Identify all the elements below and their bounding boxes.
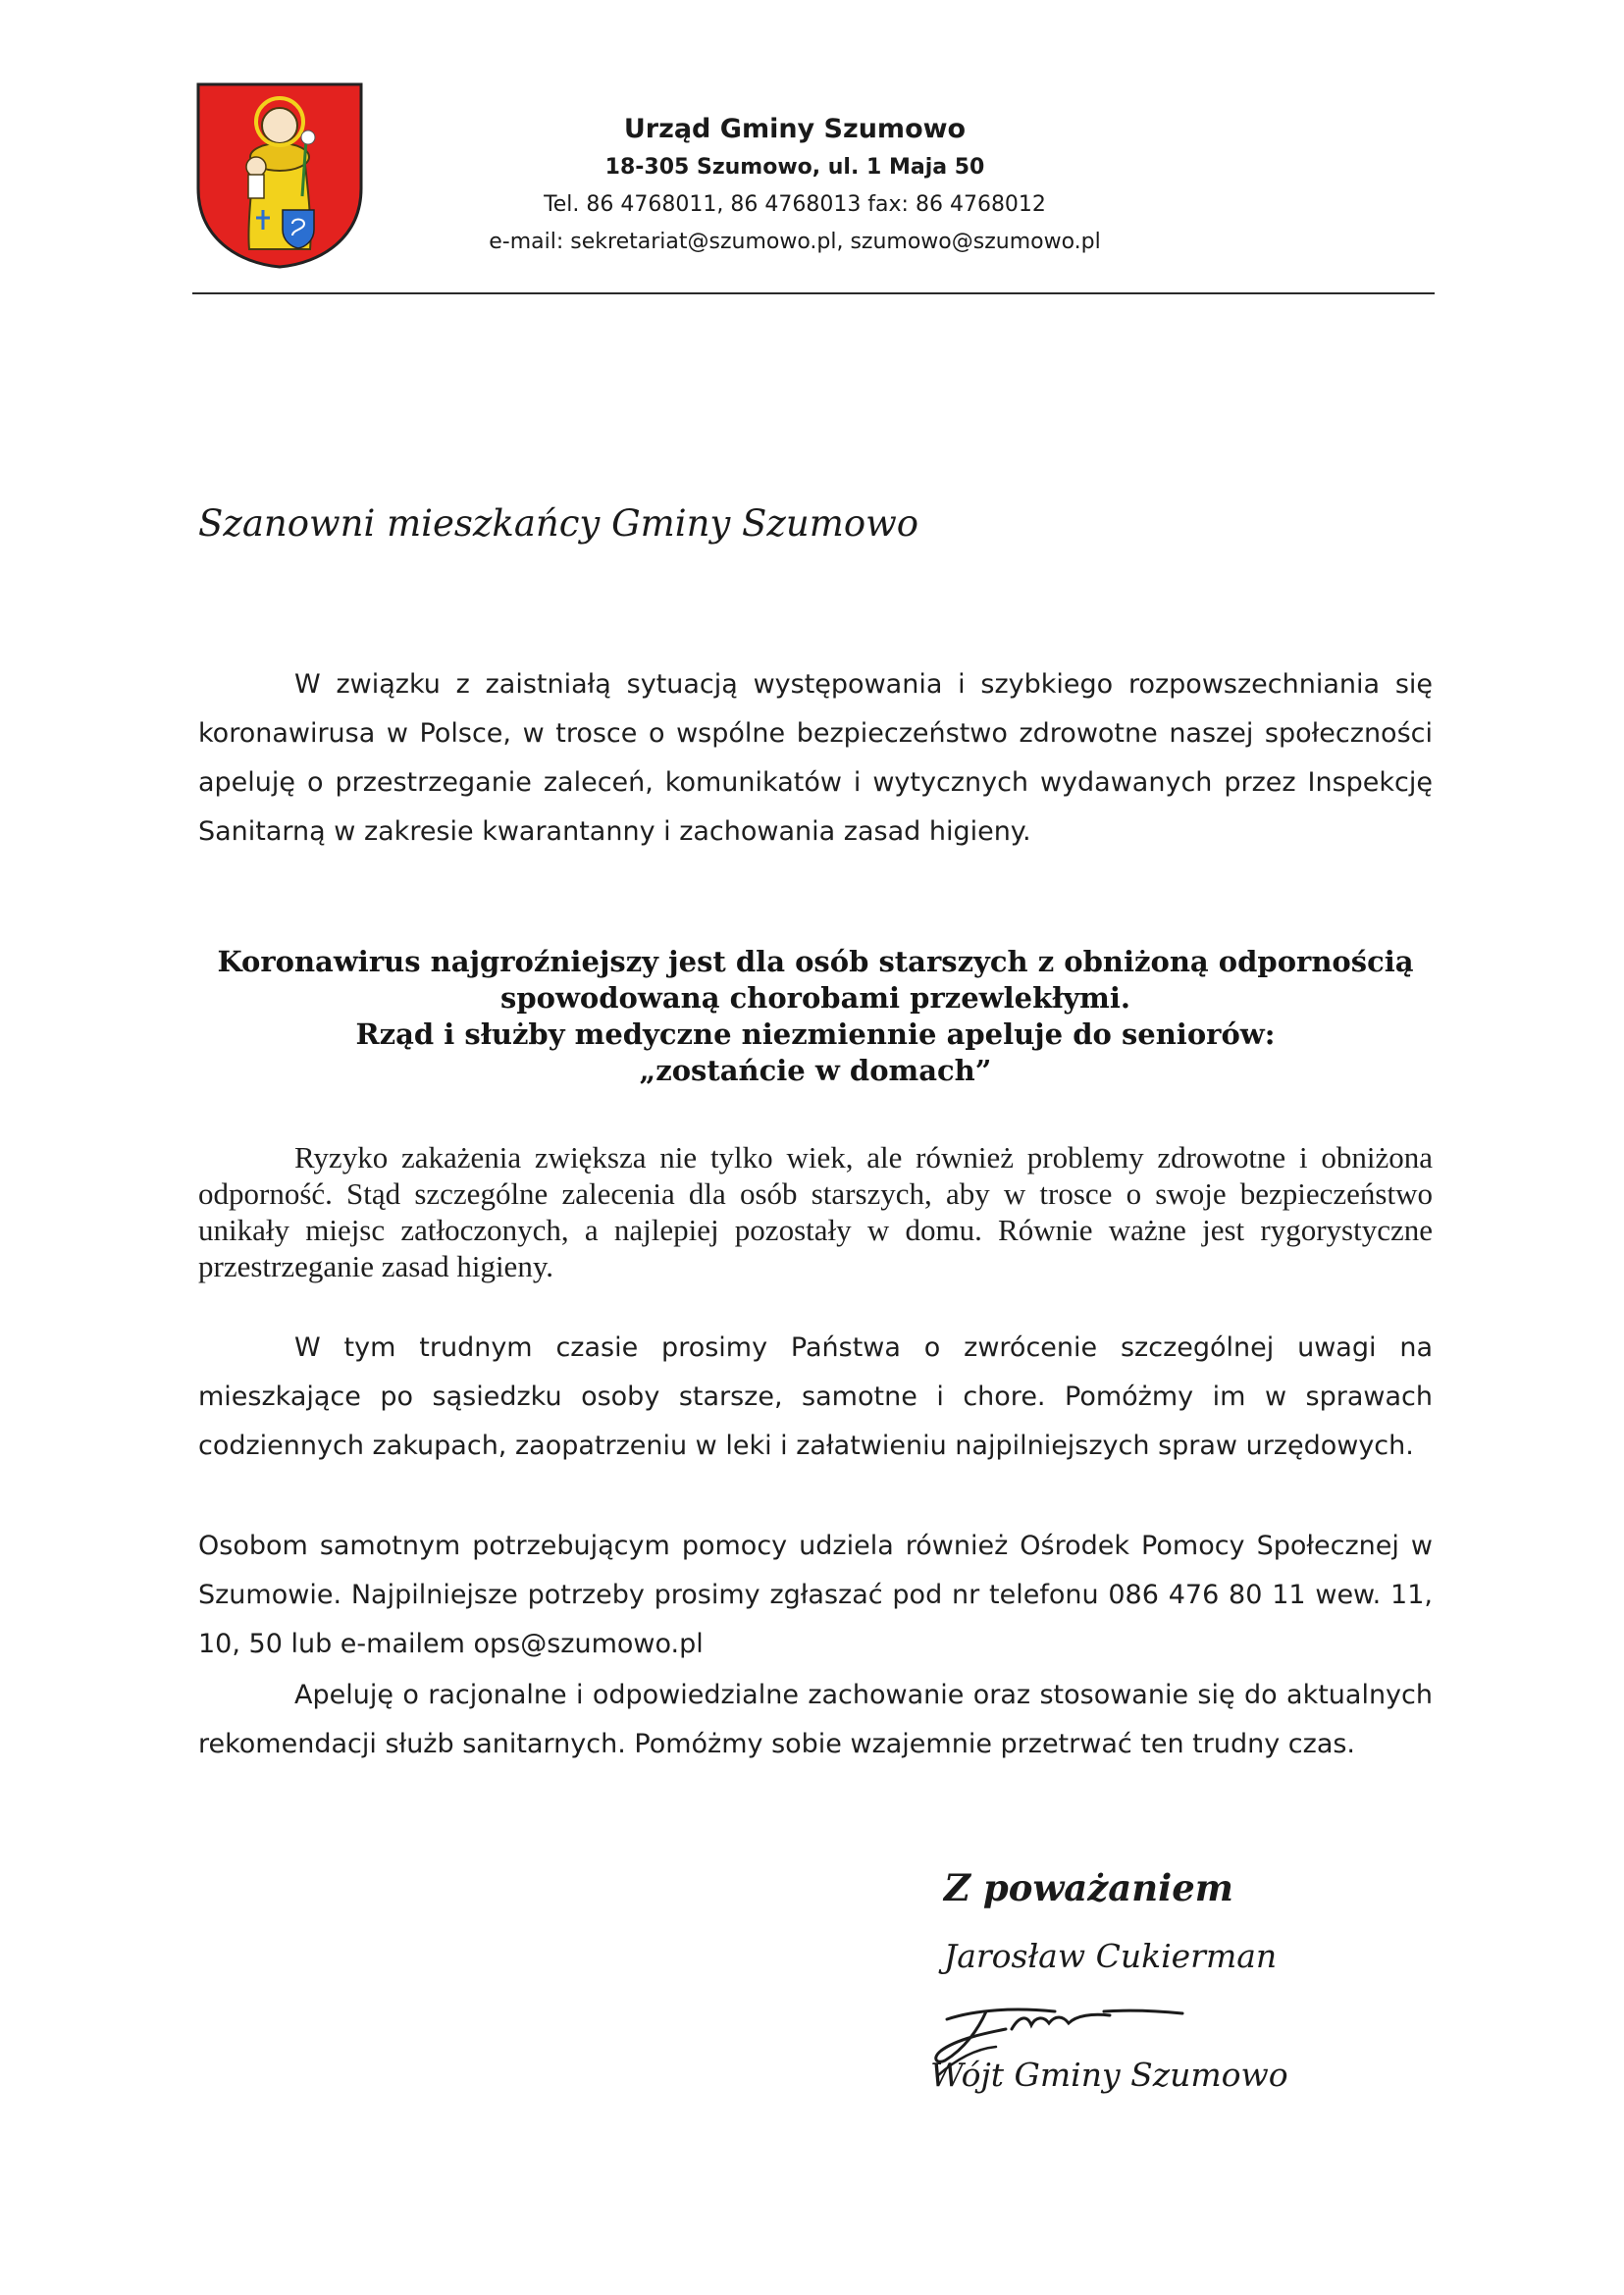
paragraph-2: Ryzyko zakażenia zwiększa nie tylko wiek, ale również problemy zdrowotne i obniżona odporność. Stąd szczególne zalecenia dla osób starszych, aby w trosce o swoje bezpieczeństwo unikały miejsc zatłoczonych, a najlepiej pozostały w domu. Równie ważne jest rygorystyczne przestrzeganie zasad higieny. — [198, 1140, 1433, 1283]
highlight-line-2: spowodowaną chorobami przewlekłymi. — [500, 981, 1130, 1015]
highlight-line-1: Koronawirus najgroźniejszy jest dla osób starszych z obniżoną odpornością — [217, 945, 1414, 978]
office-name: Urząd Gminy Szumowo — [623, 114, 967, 144]
highlight-block — [198, 944, 1433, 1089]
letterhead — [422, 110, 1168, 261]
office-phone: Tel. 86 4768011, 86 4768013 fax: 86 4768012 — [544, 192, 1046, 217]
paragraph-3: W tym trudnym czasie prosimy Państwa o zwrócenie szczególnej uwagi na mieszkające po sąsiedzku osoby starsze, samotne i chore. Pomóżmy im w sprawach codziennych zakupach, zaopatrzeniu w leki i załatwieniu najpilniejszych spraw urzędowych. — [198, 1332, 1433, 1461]
coat-of-arms-icon — [194, 80, 365, 269]
office-email: e-mail: sekretariat@szumowo.pl, szumowo@szumowo.pl — [489, 230, 1101, 254]
paragraph-4: Osobom samotnym potrzebującym pomocy udziela również Ośrodek Pomocy Społecznej w Szumowie. Najpilniejsze potrzeby prosimy zgłaszać pod nr telefonu 086 476 80 11 wew. 11, 10, 50 lub e-mailem ops@szumowo.pl — [198, 1531, 1433, 1659]
salutation: Szanowni mieszkańcy Gminy Szumowo — [198, 502, 919, 545]
closing-regards: Z poważaniem — [944, 1866, 1233, 1909]
signatory-title: Wójt Gminy Szumowo — [930, 2056, 1288, 2094]
paragraph-5: Apeluję o racjonalne i odpowiedzialne zachowanie oraz stosowanie się do aktualnych rekomendacji służb sanitarnych. Pomóżmy sobie wzajemnie przetrwać ten trudny czas. — [198, 1680, 1433, 1759]
paragraph-1: W związku z zaistniałą sytuacją występowania i szybkiego rozpowszechniania się koronawirusa w Polsce, w trosce o wspólne bezpieczeństwo zdrowotne naszej społeczności apeluję o przestrzeganie zaleceń, komunikatów i wytycznych wydawanych przez Inspekcję Sanitarną w zakresie kwarantanny i zachowania zasad higieny. — [198, 669, 1433, 847]
highlight-line-4: „zostańcie w domach” — [639, 1054, 992, 1087]
header-divider — [192, 292, 1435, 294]
signatory-name: Jarosław Cukierman — [944, 1937, 1278, 1975]
office-address: 18-305 Szumowo, ul. 1 Maja 50 — [604, 155, 985, 180]
highlight-line-3: Rząd i służby medyczne niezmiennie apeluje do seniorów: — [355, 1017, 1276, 1051]
